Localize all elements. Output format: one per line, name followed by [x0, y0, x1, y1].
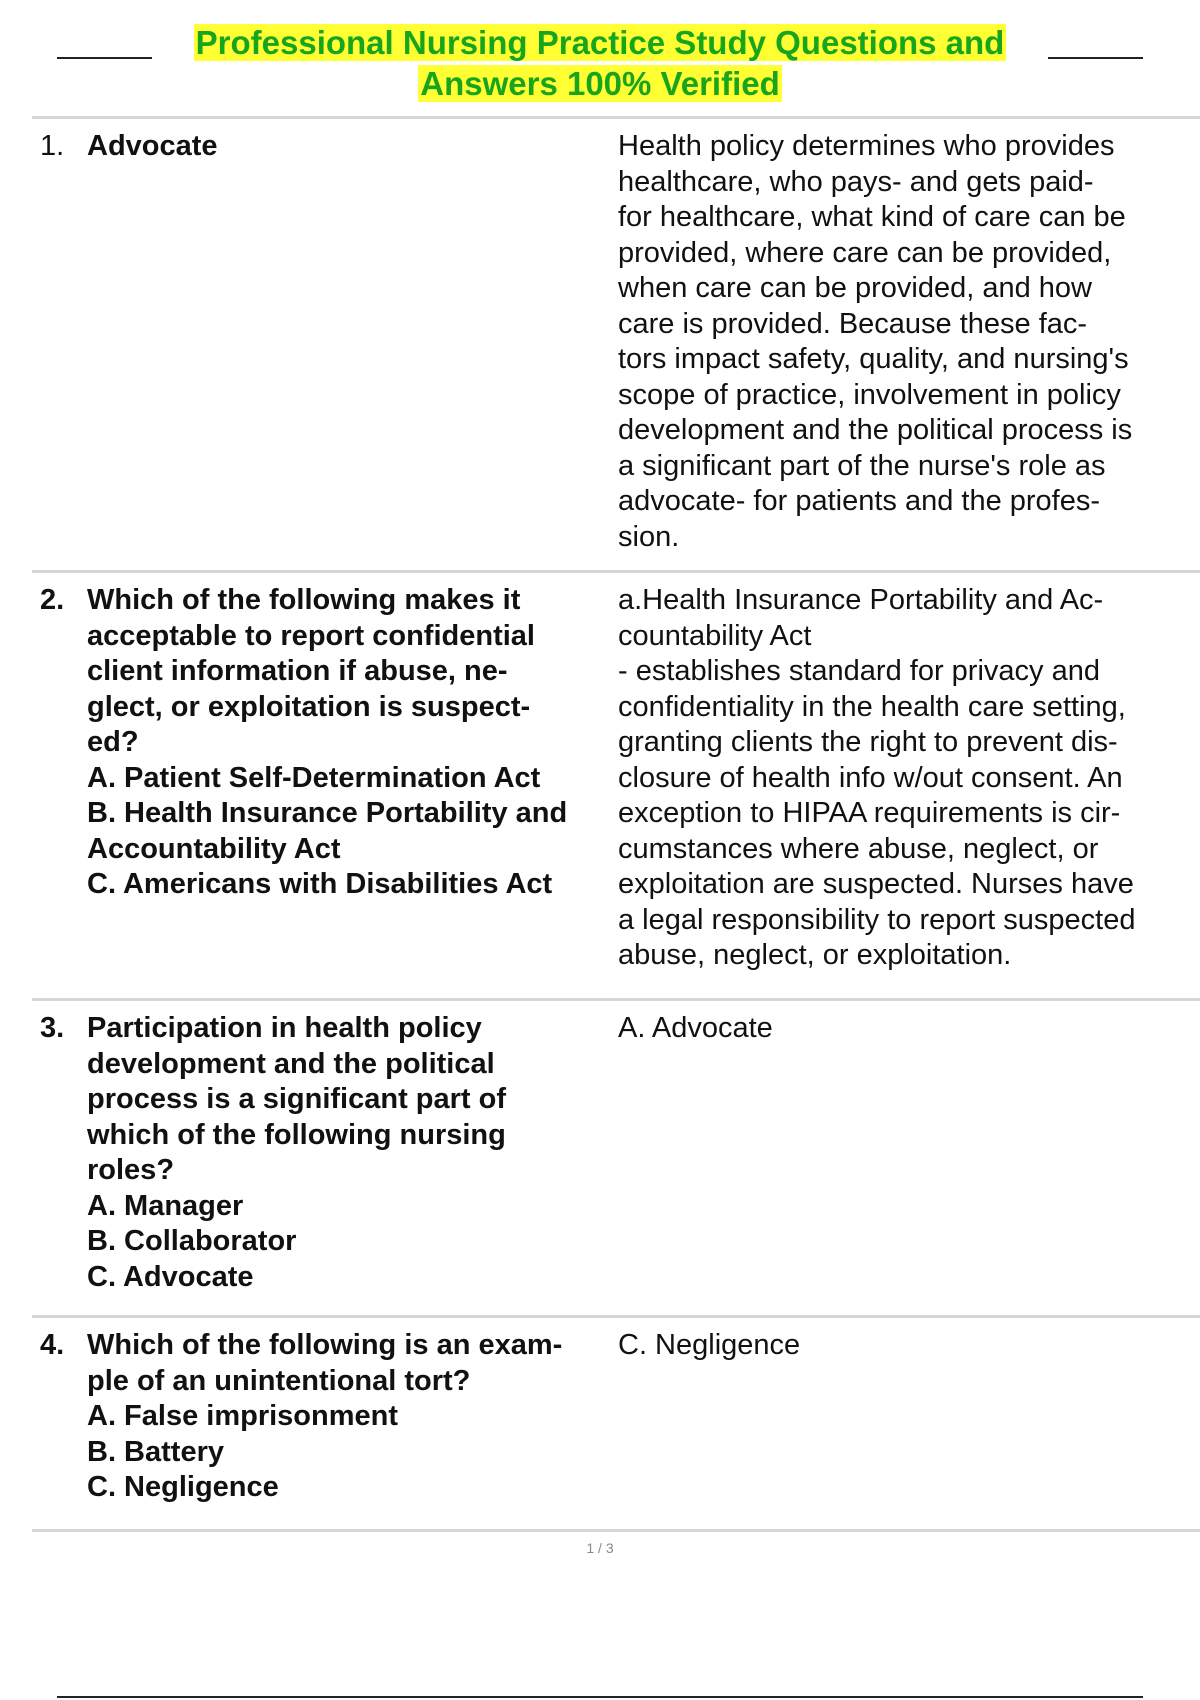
page-indicator: 1 / 3	[586, 1540, 614, 1556]
document-title: Professional Nursing Practice Study Questions and Answers 100% Verified	[195, 24, 1005, 102]
header-rule-right	[1048, 57, 1143, 59]
question-text: Which of the following makes it acceptable to report confidential client information if abuse, ne- glect, or exploitation is suspect- ed? A. Patient Self-Determination Act B. Health Insurance Portability and Accountability Act C. Americans with Disabilities Act	[87, 584, 568, 900]
question-text: Advocate	[87, 130, 218, 162]
question-text: Which of the following is an exam- ple of an unintentional tort? A. False imprisonment B. Battery C. Negligence	[87, 1329, 563, 1503]
qa-list	[32, 119, 1200, 1532]
answer-text: Health policy determines who provides healthcare, who pays- and gets paid- for healthcare, what kind of care can be provided, where care can be provided, when care can be provided, and how care is provided. Because these fac- tors impact safety, quality, and nursing's scope of practice, involvement in policy development and the political process is a significant part of the nurse's role as advocate- for patients and the profes- sion.	[618, 130, 1133, 553]
qa-row-4	[32, 1318, 1200, 1532]
document-header	[57, 22, 1143, 104]
question-number: 4.	[40, 1329, 65, 1361]
question-number: 1.	[40, 130, 65, 162]
question-number: 2.	[40, 584, 65, 616]
qa-row-3	[32, 1001, 1200, 1318]
qa-row-1	[32, 119, 1200, 573]
title-wrapper	[150, 22, 1050, 104]
qa-row-2	[32, 573, 1200, 1001]
answer-text: C. Negligence	[618, 1329, 801, 1361]
header-rule-left	[57, 57, 152, 59]
answer-text: a.Health Insurance Portability and Ac- countability Act - establishes standard for privacy and confidentiality in the health care setting, granting clients the right to prevent dis- closure of health info w/out consent. An exception to HIPAA requirements is cir- cumstances where abuse, neglect, or exploitation are suspected. Nurses have a legal responsibility to report suspected abuse, neglect, or exploitation.	[618, 584, 1136, 971]
answer-text: A. Advocate	[618, 1012, 773, 1044]
question-number: 3.	[40, 1012, 65, 1044]
bottom-divider	[57, 1696, 1143, 1698]
question-text: Participation in health policy development and the political process is a significant part of which of the following nursing roles? A. Manager B. Collaborator C. Advocate	[87, 1012, 506, 1293]
